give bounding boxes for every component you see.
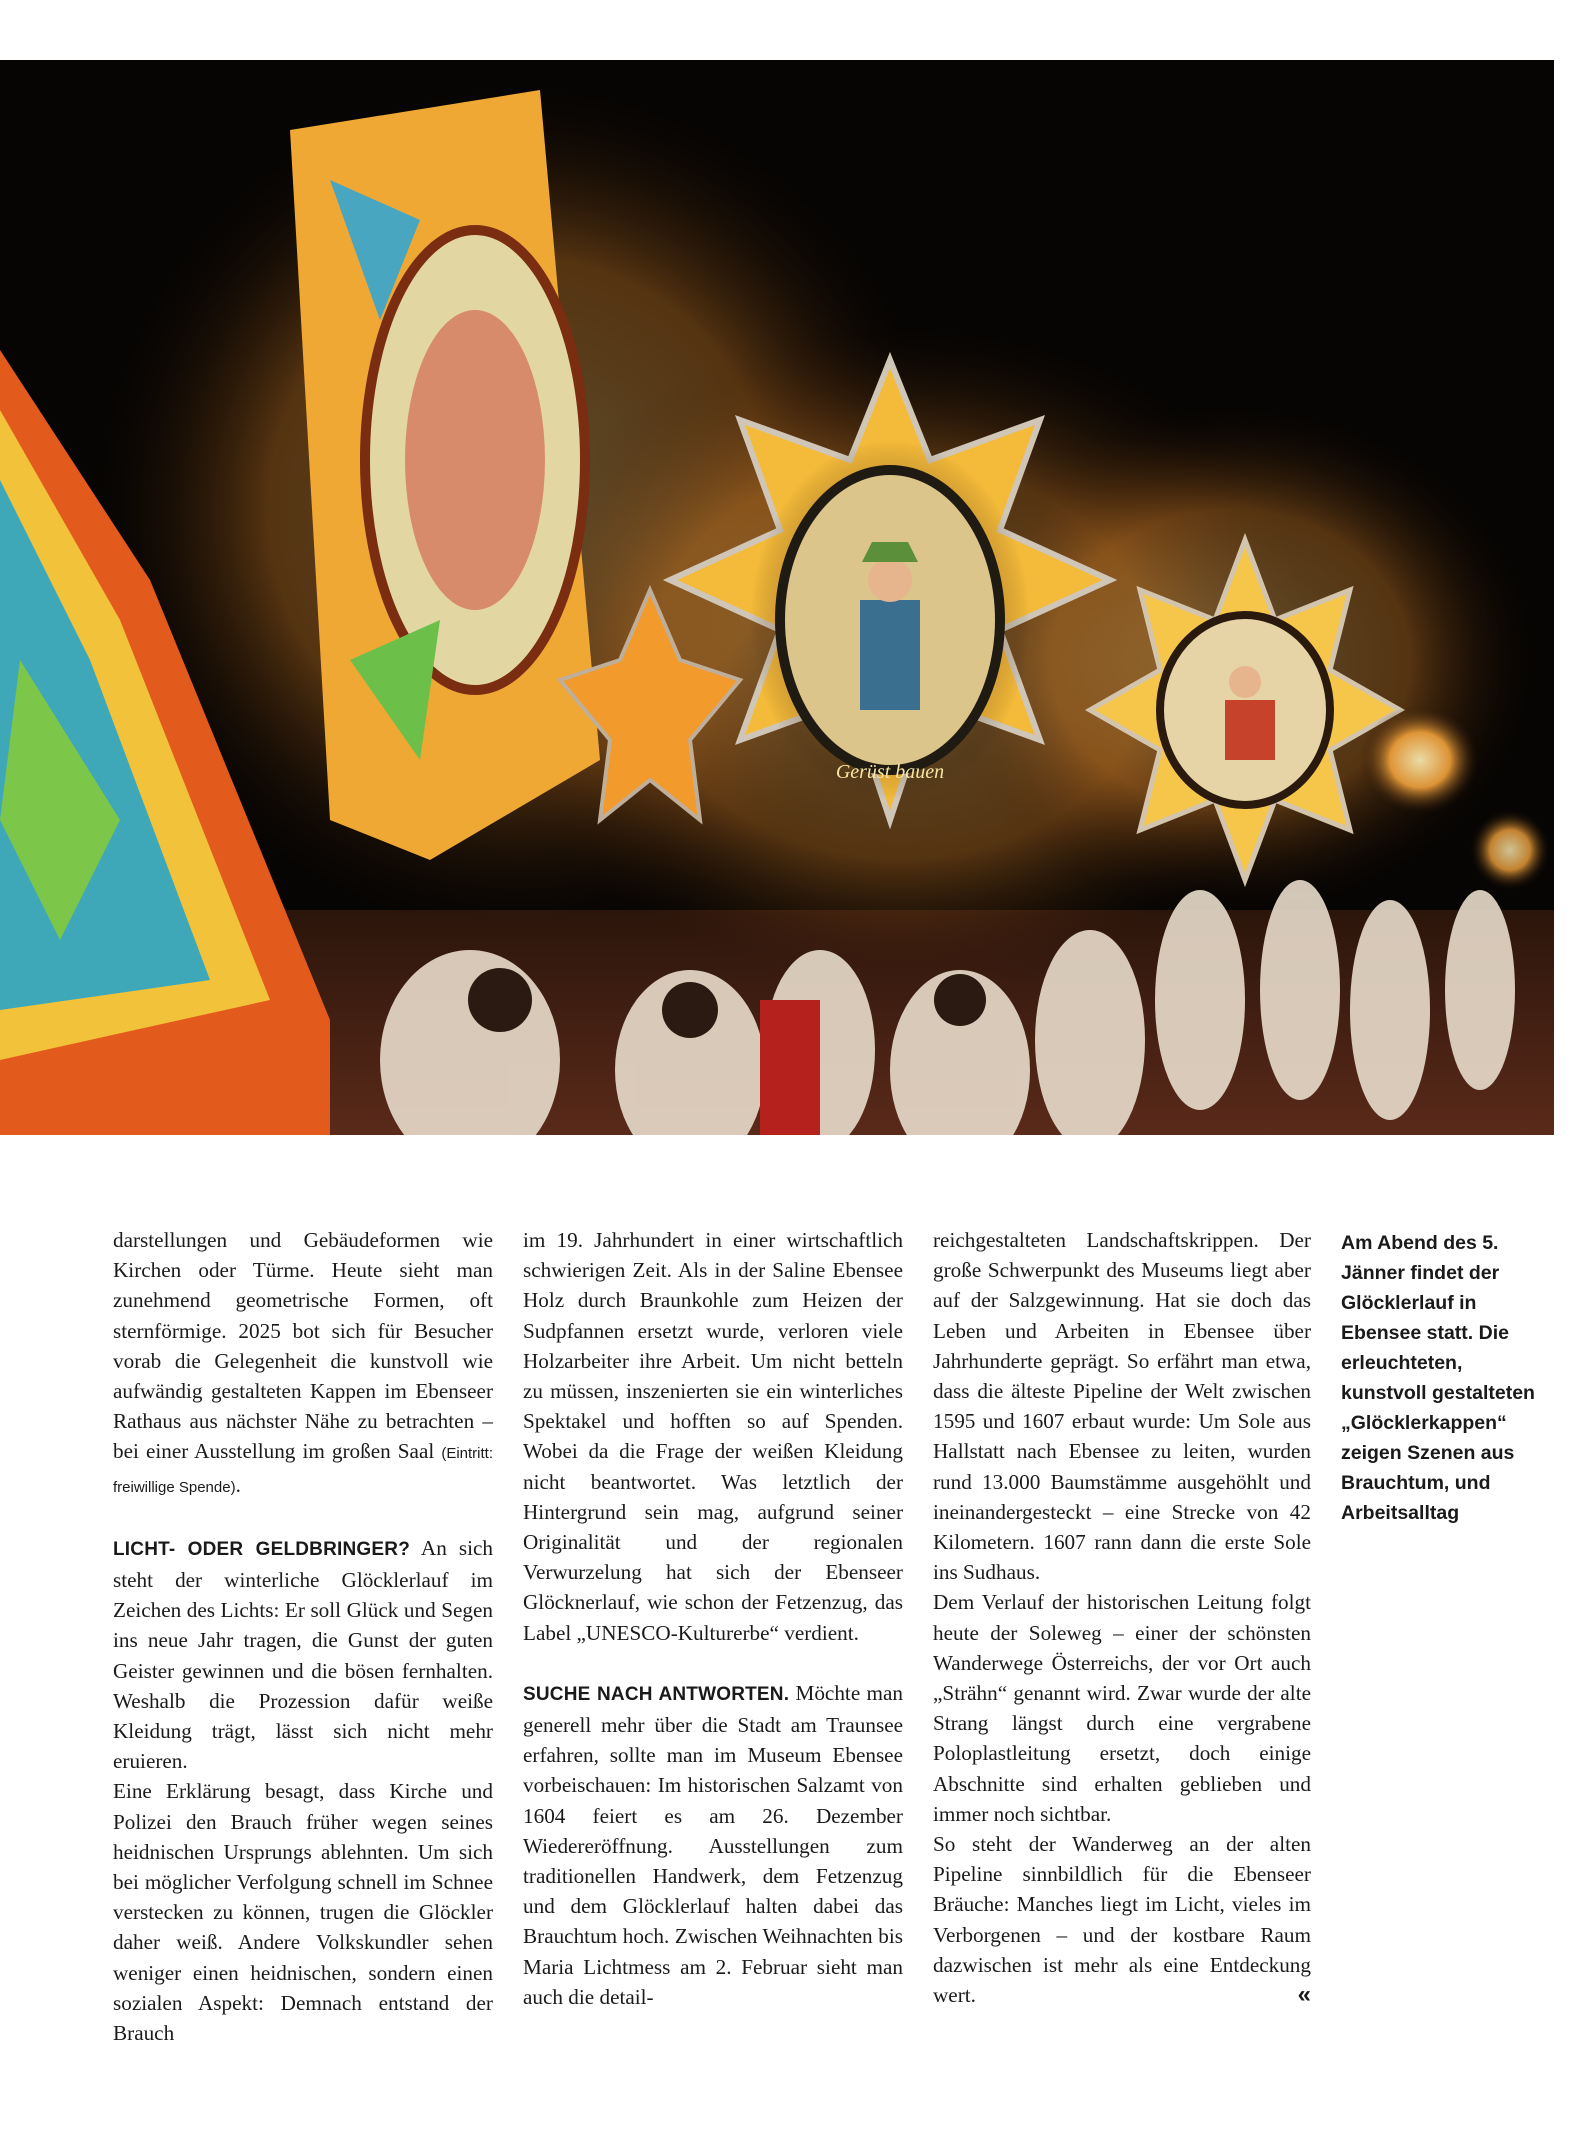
paragraph: Eine Erklärung besagt, dass Kirche und Polizei den Brauch früher wegen seines heidnischen Ursprungs ablehnten. Um sich bei möglicher Verfolgung schnell im Schnee verstecken zu können, trugen die Glöckler daher weiß. Andere Volkskundler sehen weniger einen heidnischen, sondern einen sozialen Aspekt: Demnach entstand der Brauch (113, 1779, 493, 2046)
paragraph-text: Möchte man generell mehr über die Stadt am Traunsee erfahren, sollte man im Museum Ebensee vorbeischauen: Im historischen Salzamt von 1604 feiert es am 26. Dezember Wiedereröffnung. Ausstellungen zum traditionellen Handwerk, dem Fetzenzug und dem Glöcklerlauf halten dabei das Brauchtum hoch. Zwischen Weihnachten bis Maria Lichtmess am 2. Februar sieht man auch die detail- (523, 1680, 903, 2009)
admission-note: (Eintritt: freiwillige Spende) (113, 1445, 494, 1496)
paragraph: Dem Verlauf der historischen Leitung folgt heute der Soleweg – einer der schönsten Wanderwege Österreichs, der vor Ort auch „Strähn“ genannt wird. Zwar wurde der alte Strang längst durch eine vergrabene Poloplastleitung ersetzt, doch einige Abschnitte sind erhalten geblieben und immer noch sichtbar. (933, 1590, 1311, 1826)
lantern-label: Gerüst bauen (835, 761, 945, 783)
section-heading: LICHT- ODER GELDBRINGER? (113, 1538, 410, 1560)
paragraph: im 19. Jahrhundert in einer wirtschaftlich schwierigen Zeit. Als in der Saline Ebensee Holz durch Braunkohle zum Heizen der Sudpfannen ersetzt wurde, verloren viele Holzarbeiter ihre Arbeit. Um nicht betteln zu müssen, inszenierten sie ein winterliches Spektakel und hofften so auf Spenden. Wobei da die Frage der weißen Kleidung nicht beantwortet. Was letztlich der Hintergrund sein mag, aufgrund seiner Originalität und der regionalen Verwurzelung hat sich der Ebenseer Glöcknerlauf, wie schon der Fetzenzug, das Label „UNESCO-Kulturerbe“ verdient. (523, 1228, 903, 1645)
paragraph: reichgestalteten Landschaftskrippen. Der große Schwerpunkt des Museums liegt aber auf der Salzgewinnung. Hat sie doch das Leben und Arbeiten in Ebensee über Jahrhunderte geprägt. So erfährt man etwa, dass die älteste Pipeline der Welt zwischen 1595 und 1607 erbaut wurde: Um Sole aus Hallstatt nach Ebensee zu leiten, wurden rund 13.000 Baumstämme ausgehöhlt und ineinandergesteckt – eine Strecke von 42 Kilometern. 1607 rann dann die erste Sole ins Sudhaus. (933, 1228, 1311, 1585)
article-column-1 (113, 1225, 493, 2048)
gloeckler-lantern-illustration (0, 60, 1554, 1135)
paragraph (933, 1829, 1311, 2010)
article-photo (0, 60, 1554, 1135)
article-column-2 (523, 1225, 903, 2012)
paragraph-text: So steht der Wanderweg an der alten Pipeline sinnbildlich für die Ebenseer Bräuche: Manches liegt im Licht, vieles im Verborgenen – und der kostbare Raum dazwischen ist mehr als eine Entdeckung wert. (933, 1832, 1311, 2008)
paragraph (113, 1225, 493, 1503)
paragraph-text: An sich steht der winterliche Glöcklerlauf im Zeichen des Lichts: Er soll Glück und Segen ins neue Jahr tragen, die Gunst der guten Geister gewinnen und die bösen fernhalten. Weshalb die Prozession dafür weiße Kleidung trägt, lässt sich nicht mehr eruieren. (113, 1535, 493, 1774)
end-of-article-mark: « (1297, 1981, 1311, 2009)
paragraph-end: . (235, 1472, 241, 1497)
paragraph-text: darstellungen und Gebäudeformen wie Kirchen oder Türme. Heute sieht man zunehmend geometrische Formen, oft sternförmige. 2025 bot sich für Besucher vorab die Gelegenheit die kunstvoll wie aufwändig gestalteten Kappen im Ebenseer Rathaus aus nächster Nähe zu betrachten – bei einer Ausstellung im großen Saal (113, 1228, 493, 1464)
paragraph (523, 1678, 903, 2012)
paragraph (113, 1533, 493, 1777)
photo-caption: Am Abend des 5. Jänner findet der Glöcklerlauf in Ebensee statt. Die erleuchteten, kunstvoll gestalteten „Glöcklerkappen“ zeigen Szenen aus Brauchtum, und Arbeitsalltag (1341, 1232, 1535, 1524)
article-column-3 (933, 1225, 1311, 2010)
section-heading: SUCHE NACH ANTWORTEN. (523, 1683, 790, 1705)
